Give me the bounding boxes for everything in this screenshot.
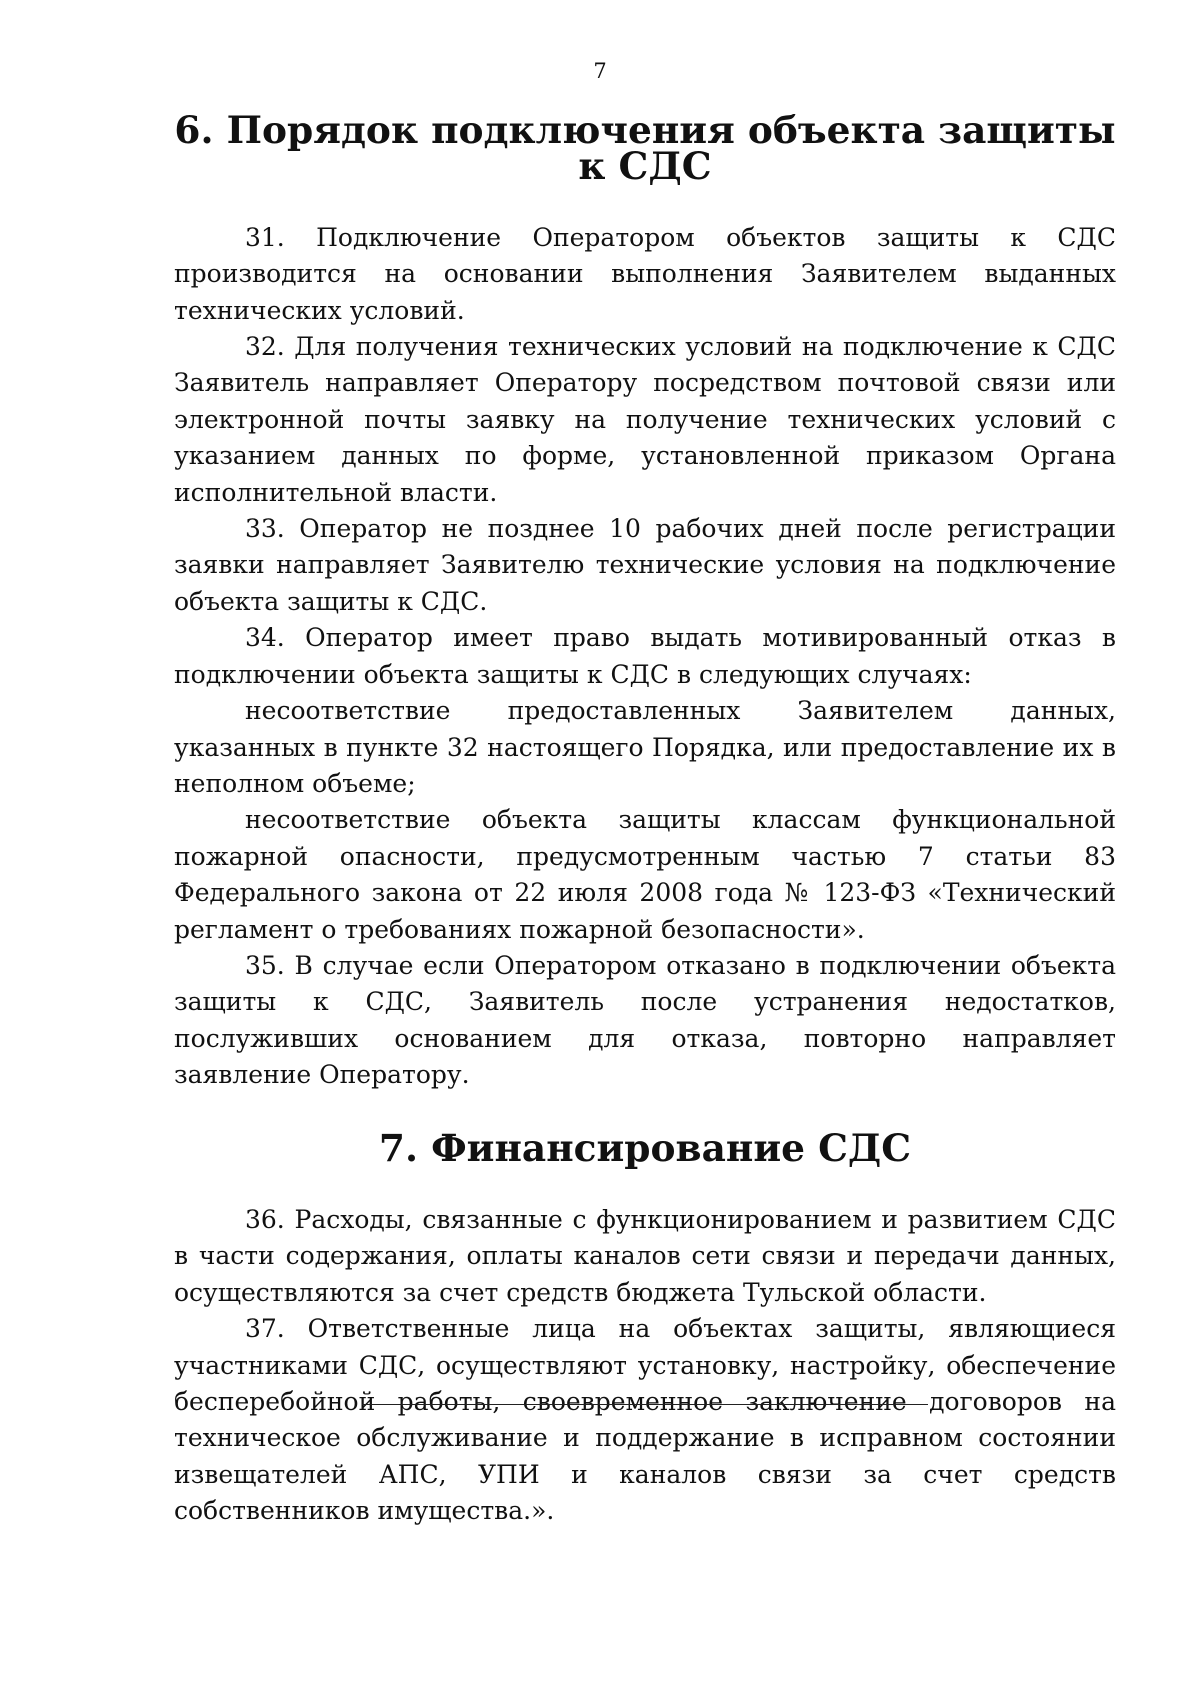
end-divider-line <box>362 1404 928 1405</box>
paragraph-34: 34. Оператор имеет право выдать мотивированный отказ в подключении объекта защиты к СДС в следующих случаях: <box>174 623 1116 689</box>
section-heading-7: 7. Финансирование СДС <box>378 1125 912 1170</box>
document-body <box>174 108 1116 1530</box>
paragraph-37: 37. Ответственные лица на объектах защиты, являющиеся участниками СДС, осуществляют установку, настройку, обеспечение бесперебойной работы, своевременное заключение договоров на техническое обслуживание и поддержание в исправном состоянии извещателей АПС, УПИ и каналов связи за счет средств собственников имущества.». <box>174 1314 1116 1526</box>
section-heading-6: 6. Порядок подключения объекта защиты к СДС <box>174 108 1116 189</box>
paragraph-36: 36. Расходы, связанные с функционированием и развитием СДС в части содержания, оплаты каналов сети связи и передачи данных, осуществляются за счет средств бюджета Тульской области. <box>174 1204 1116 1307</box>
paragraph-33: 33. Оператор не позднее 10 рабочих дней после регистрации заявки направляет Заявителю технические условия на подключение объекта защиты к СДС. <box>174 514 1116 616</box>
paragraph-31: 31. Подключение Оператором объектов защиты к СДС производится на основании выполнения Заявителем выданных технических условий. <box>174 222 1116 325</box>
paragraph-34-case-1: несоответствие предоставленных Заявителем данных, указанных в пункте 32 настоящего Порядка, или предоставление их в неполном объеме; <box>174 696 1116 798</box>
paragraph-34-case-2: несоответствие объекта защиты классам функциональной пожарной опасности, предусмотренным частью 7 статьи 83 Федерального закона от 22 июля 2008 года № 123-ФЗ «Технический регламент о требованиях пожарной безопасности». <box>174 805 1116 944</box>
page-number: 7 <box>593 59 607 83</box>
paragraph-35: 35. В случае если Оператором отказано в подключении объекта защиты к СДС, Заявитель после устранения недостатков, послуживших основанием для отказа, повторно направляет заявление Оператору. <box>174 950 1116 1090</box>
paragraph-32: 32. Для получения технических условий на подключение к СДС Заявитель направляет Оператору посредством почтовой связи или электронной почты заявку на получение технических условий с указанием данных по форме, установленной приказом Органа исполнительной власти. <box>174 332 1116 507</box>
